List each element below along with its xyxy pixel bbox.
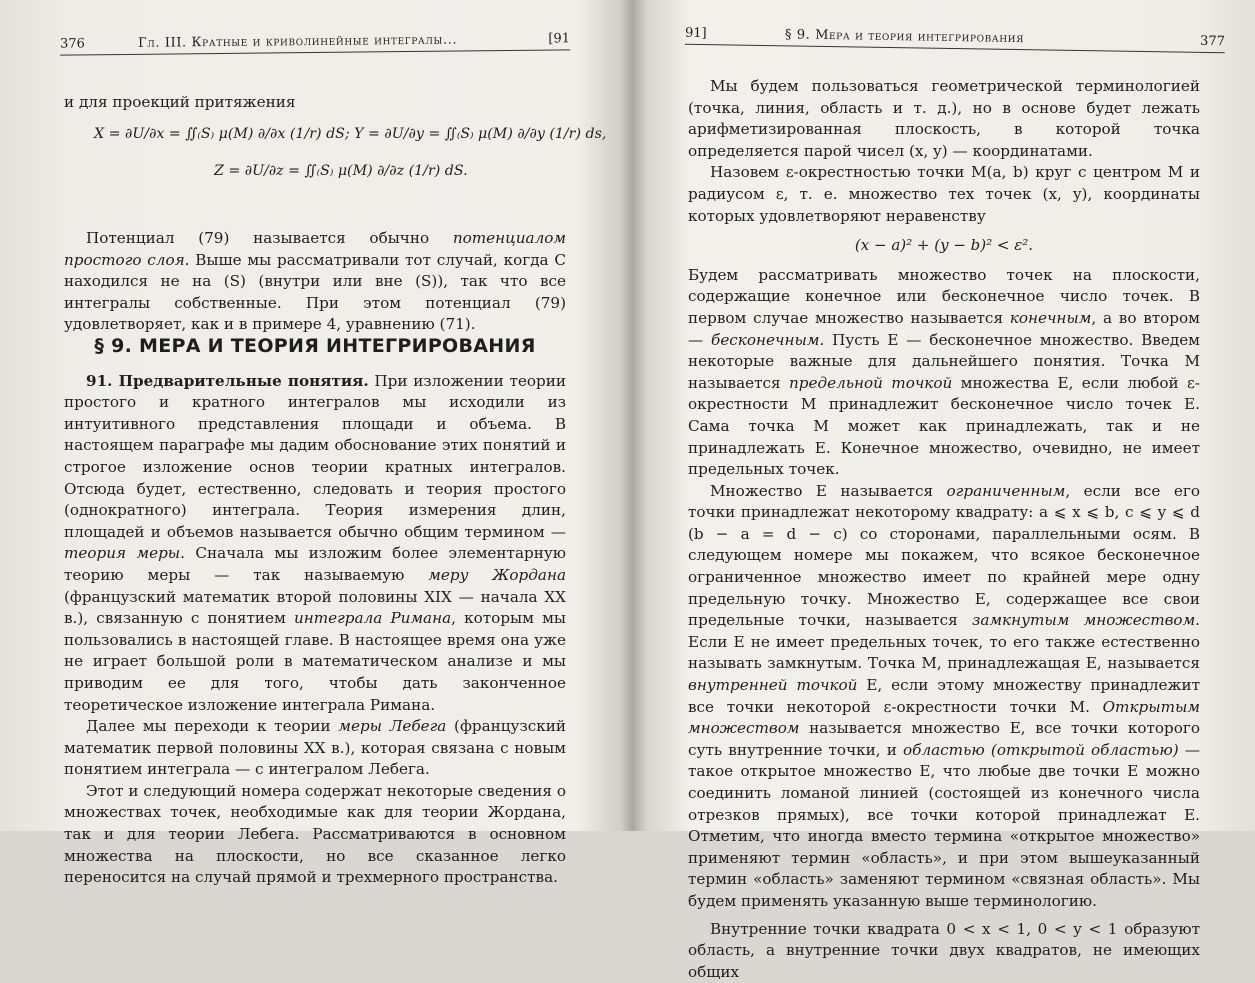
left-page-header	[60, 23, 570, 55]
formula-z: Z = ∂U/∂z = ∬₍S₎ μ(M) ∂/∂z (1/r) dS.	[214, 163, 468, 180]
section-title: § 9. МЕРА И ТЕОРИЯ ИНТЕГРИРОВАНИЯ	[94, 335, 536, 357]
paragraph-potential: Потенциал (79) называется обычно потенциалом простого слоя. Выше мы рассматривали тот случай, когда C находился не на (S) (внутри или вне (S)), так что все интегралы собственные. При этом потенциал (79) удовлетворяет, как и в примере 4, уравнению (71).	[64, 229, 566, 334]
left-page	[0, 0, 625, 887]
section-marker: 91]	[684, 25, 707, 42]
running-title: Гл. III. Кратные и криволинейные интегралы...	[137, 32, 458, 51]
page-number: 377	[1199, 33, 1226, 50]
page-number: 376	[59, 36, 85, 52]
paragraph-geometry: Мы будем пользоваться геометрической терминологией (точка, линия, область и т. д.), но в основе будет лежать арифметизированная плоскость, в которой точка определяется парой чисел (x, y) — координатами.	[688, 77, 1200, 160]
paragraph-sets: Будем рассматривать множество точек на плоскости, содержащие конечное или бесконечное число точек. В первом случае множество называется конечным, а во втором — бесконечным. Пусть E — бесконечное множество. Введем некоторые важные для дальнейшего понятия. Точка M называется предельной точкой множества E, если любой ε-окрестности M принадлежит бесконечное число точек E. Сама точка M может как принадлежать, так и не принадлежать E. Конечное множество, очевидно, не имеет предельных точек.	[688, 265, 1201, 479]
right-page	[630, 0, 1255, 981]
section-marker: [91	[548, 31, 571, 47]
paragraph-lebesgue: Далее мы переходи к теории меры Лебега (французский математик первой половины XX в.), которая связана с новым понятием интеграла — с интегралом Лебега.	[64, 717, 567, 779]
right-page-header	[685, 18, 1225, 53]
left-potential-block	[64, 228, 566, 336]
formula-xy: X = ∂U/∂x = ∬₍S₎ μ(M) ∂/∂x (1/r) dS; Y = ∂U/∂y = ∬₍S₎ μ(M) ∂/∂y (1/r) ds,	[94, 125, 607, 142]
left-section-block	[64, 336, 566, 889]
paragraph-bounded: Множество E называется ограниченным, если все его точки принадлежат некоторому квадрату: a ⩽ x ⩽ b, c ⩽ y ⩽ d (b − a = d − c) со сторонами, параллельными осям. В следующем номере мы покажем, что всякое бесконечное ограниченное множество имеет по крайней мере одну предельную точку. Множество E, содержащее все свои предельные точки, называется замкнутым множеством. Если E не имеет предельных точек, то его также естественно называть замкнутым. Точка M, принадлежащая E, называется внутренней точкой E, если этому множеству принадлежит все точки некоторой ε-окрестности точки M. Открытым множеством называется множество E, все точки которого суть внутренние точки, и областью (открытой областью) — такое открытое множество E, что любые две точки E можно соединить ломаной линией (состоящей из конечного числа отрезков прямых), все точки которой принадлежат E. Отметим, что иногда вместо термина «открытое множество» применяют термин «область», и при этом вышеуказанный термин «область» заменяют термином «связная область». Мы будем применять указанную выше терминологию.	[688, 481, 1200, 910]
right-text-block	[688, 76, 1200, 983]
paragraph-sets-intro: Этот и следующий номера содержат некоторые сведения о множествах точек, необходимые как для теории Жордана, так и для теории Лебега. Рассматриваются в основном множества на плоскости, но все сказанное легко переносится на случай прямой и трехмерного пространства.	[64, 781, 566, 887]
intro-line: и для проекций притяжения	[64, 93, 296, 111]
paragraph-epsilon: Назовем ε-окрестностью точки M(a, b) круг с центром M и радиусом ε, т. е. множество тех точек (x, y), координаты которых удовлетворяют неравенству	[688, 163, 1200, 225]
left-top-block	[64, 92, 607, 183]
inequality: (x − a)² + (y − b)² < ε².	[854, 236, 1034, 255]
paragraph-interior: Внутренние точки квадрата 0 < x < 1, 0 < y < 1 образуют область, а внутренние точки двух квадратов, не имеющих общих	[688, 919, 1200, 981]
running-title: § 9. Мера и теория интегрирования	[784, 27, 1025, 47]
paragraph-91: 91. Предварительные понятия. При изложении теории простого и кратного интегралов мы исходили из интуитивного представления площади и объема. В настоящем параграфе мы дадим обоснование этих понятий и строгое изложение основ теории кратных интегралов. Отсюда будет, естественно, следовать и теория простого (однократного) интеграла. Теория измерения длин, площадей и объемов называется обычно общим термином — теория меры. Сначала мы изложим более элементарную теорию меры — так называемую меру Жордана (французский математик второй половины XIX — начала XX в.), связанную с понятием интеграла Римана, которым мы пользовались в настоящей главе. В настоящее время она уже не играет большой роли в математическом анализе и мы приводим ее для того, чтобы дать законченное теоретическое изложение интеграла Римана.	[64, 371, 567, 714]
